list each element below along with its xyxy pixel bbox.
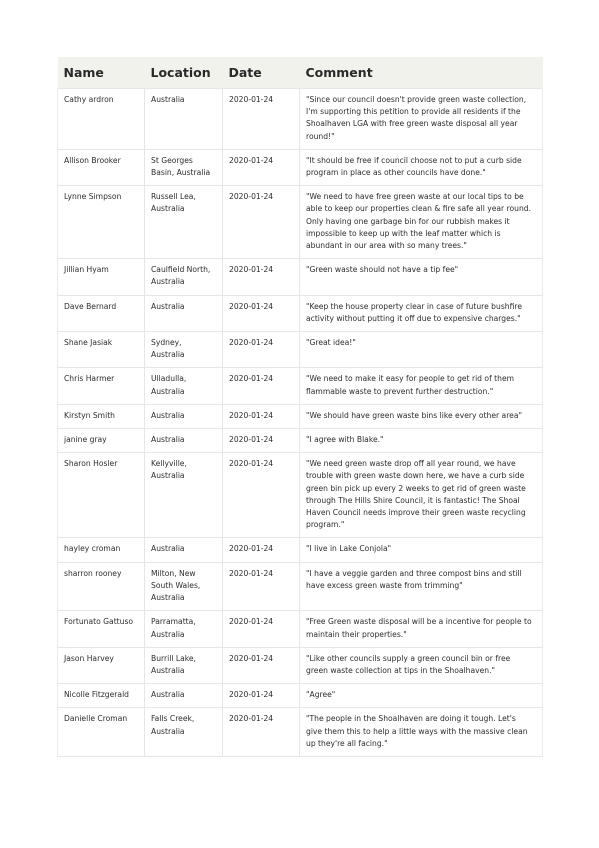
signer-name-cell: Dave Bernard <box>58 295 145 331</box>
signer-location-cell: Australia <box>145 429 223 453</box>
signer-comment-cell: "The people in the Shoalhaven are doing it tough. Let's give them this to help a little ways with the massive clean up they're all facing." <box>300 708 543 757</box>
signed-date-cell: 2020-01-24 <box>223 89 300 150</box>
signer-location-cell: Sydney, Australia <box>145 332 223 368</box>
signed-date-cell: 2020-01-24 <box>223 295 300 331</box>
signer-comment-cell: "We need to have free green waste at our local tips to be able to keep our properties clean & fire safe all year round. Only having one garbage bin for our rubbish makes it impossible to keep up with the leaf matter which is abundant in our area with so many trees." <box>300 186 543 259</box>
signer-comment-cell: "It should be free if council choose not to put a curb side program in place as other councils have done." <box>300 149 543 185</box>
signer-comment-cell: "Since our council doesn't provide green waste collection, I'm supporting this petition to provide all residents if the Shoalhaven LGA with free green waste disposal all year round!" <box>300 89 543 150</box>
signed-date-cell: 2020-01-24 <box>223 149 300 185</box>
signer-name-cell: janine gray <box>58 429 145 453</box>
table-row <box>58 708 543 757</box>
signer-comment-cell: "Free Green waste disposal will be a incentive for people to maintain their properties." <box>300 611 543 647</box>
signer-location-cell: Parramatta, Australia <box>145 611 223 647</box>
signer-location-cell: Ulladulla, Australia <box>145 368 223 404</box>
signer-name-cell: Kirstyn Smith <box>58 404 145 428</box>
table-row <box>58 332 543 368</box>
signer-comment-cell: "Great idea!" <box>300 332 543 368</box>
table-row <box>58 538 543 562</box>
signer-location-cell: Kellyville, Australia <box>145 453 223 538</box>
signer-location-cell: Australia <box>145 404 223 428</box>
table-row <box>58 368 543 404</box>
signer-location-cell: Caulfield North, Australia <box>145 259 223 295</box>
column-header-comment: Comment <box>305 65 373 80</box>
column-header-date: Date <box>228 65 262 80</box>
signer-name-cell: Allison Brooker <box>58 149 145 185</box>
signer-name-cell: Shane Jasiak <box>58 332 145 368</box>
signed-date-cell: 2020-01-24 <box>223 453 300 538</box>
table-row <box>58 149 543 185</box>
signed-date-cell: 2020-01-24 <box>223 404 300 428</box>
signer-name-cell: Nicolle Fitzgerald <box>58 684 145 708</box>
signer-name-cell: Sharon Hosler <box>58 453 145 538</box>
signed-date-cell: 2020-01-24 <box>223 684 300 708</box>
table-row <box>58 611 543 647</box>
table-body <box>58 89 543 757</box>
table-row <box>58 684 543 708</box>
signer-comment-cell: "I agree with Blake." <box>300 429 543 453</box>
table-row <box>58 89 543 150</box>
signed-date-cell: 2020-01-24 <box>223 259 300 295</box>
signer-location-cell: Australia <box>145 295 223 331</box>
table-row <box>58 453 543 538</box>
table-row <box>58 429 543 453</box>
signer-location-cell: Russell Lea, Australia <box>145 186 223 259</box>
signer-name-cell: sharron rooney <box>58 562 145 611</box>
table-row <box>58 295 543 331</box>
table-row <box>58 562 543 611</box>
signer-comment-cell: "Keep the house property clear in case of future bushfire activity without putting it off due to expensive charges." <box>300 295 543 331</box>
signer-comment-cell: "Like other councils supply a green council bin or free green waste collection at tips in the Shoalhaven." <box>300 647 543 683</box>
column-header-location: Location <box>150 65 211 80</box>
signed-date-cell: 2020-01-24 <box>223 538 300 562</box>
signed-date-cell: 2020-01-24 <box>223 611 300 647</box>
signature-page <box>57 57 542 757</box>
signed-date-cell: 2020-01-24 <box>223 429 300 453</box>
signed-date-cell: 2020-01-24 <box>223 332 300 368</box>
signer-name-cell: Danielle Croman <box>58 708 145 757</box>
table-row <box>58 404 543 428</box>
signed-date-cell: 2020-01-24 <box>223 708 300 757</box>
signer-comment-cell: "We need to make it easy for people to get rid of them flammable waste to prevent further destruction." <box>300 368 543 404</box>
signer-location-cell: Australia <box>145 684 223 708</box>
signer-name-cell: Chris Harmer <box>58 368 145 404</box>
signed-date-cell: 2020-01-24 <box>223 186 300 259</box>
signer-location-cell: Burrill Lake, Australia <box>145 647 223 683</box>
signer-comment-cell: "Agree" <box>300 684 543 708</box>
signer-name-cell: Lynne Simpson <box>58 186 145 259</box>
signed-date-cell: 2020-01-24 <box>223 368 300 404</box>
signer-name-cell: Jason Harvey <box>58 647 145 683</box>
signer-comment-cell: "We need green waste drop off all year round, we have trouble with green waste down here, we have a curb side green bin pick up every 2 weeks to get rid of green waste through The Hills Shire Council, it is fantastic! The Shoal Haven Council needs improve their green waste recycling program." <box>300 453 543 538</box>
signer-comment-cell: "We should have green waste bins like every other area" <box>300 404 543 428</box>
signer-name-cell: hayley croman <box>58 538 145 562</box>
signatures-table <box>57 57 543 757</box>
table-row <box>58 186 543 259</box>
table-row <box>58 647 543 683</box>
signer-name-cell: Cathy ardron <box>58 89 145 150</box>
column-header-name: Name <box>63 65 104 80</box>
signer-comment-cell: "I live in Lake Conjola" <box>300 538 543 562</box>
signer-location-cell: Australia <box>145 89 223 150</box>
signer-comment-cell: "Green waste should not have a tip fee" <box>300 259 543 295</box>
table-row <box>58 259 543 295</box>
table-header-row <box>58 57 543 89</box>
signer-location-cell: St Georges Basin, Australia <box>145 149 223 185</box>
signer-location-cell: Falls Creek, Australia <box>145 708 223 757</box>
signer-name-cell: Fortunato Gattuso <box>58 611 145 647</box>
signer-comment-cell: "I have a veggie garden and three compost bins and still have excess green waste from trimming" <box>300 562 543 611</box>
signed-date-cell: 2020-01-24 <box>223 562 300 611</box>
signer-location-cell: Milton, New South Wales, Australia <box>145 562 223 611</box>
signed-date-cell: 2020-01-24 <box>223 647 300 683</box>
signer-location-cell: Australia <box>145 538 223 562</box>
signer-name-cell: Jillian Hyam <box>58 259 145 295</box>
